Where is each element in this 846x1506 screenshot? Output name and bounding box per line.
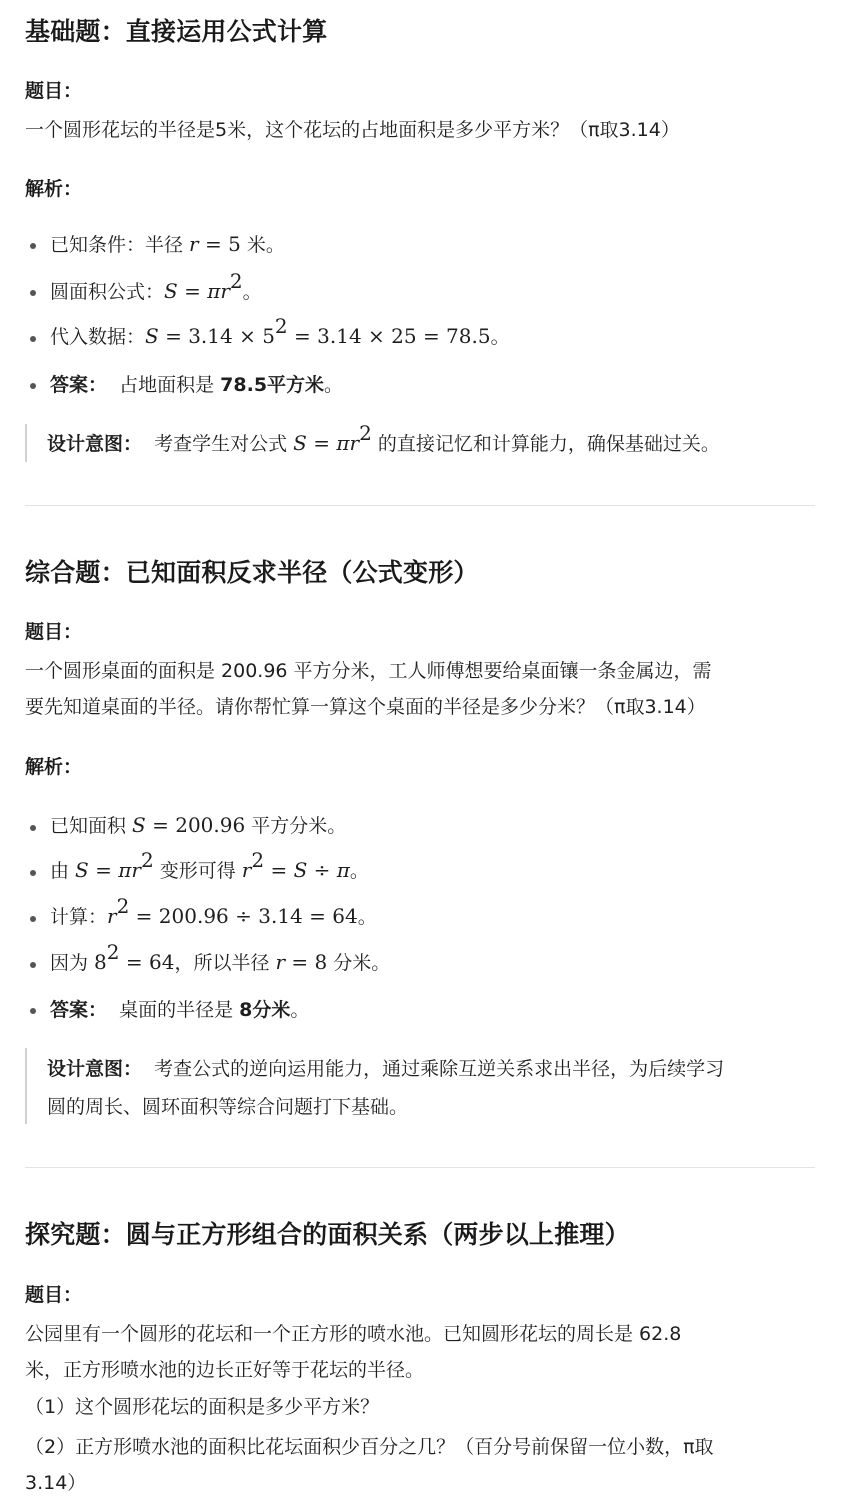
bullet-dot [30,243,36,249]
question-text-line: 要先知道桌面的半径。请你帮忙算一算这个桌面的半径是多少分米？（π取3.14） [25,696,706,718]
answer-item: 答案： 桌面的半径是 8分米。 [50,999,310,1021]
math-expression: r = 5 [189,232,241,256]
answer-item: 答案： 占地面积是 78.5平方米。 [50,374,344,396]
design-intent-line: 圆的周长、圆环面积等综合问题打下基础。 [47,1096,409,1118]
math-expression: $8^2 = 64$ [94,940,175,974]
bullet-dot [30,336,36,342]
list-item: 已知面积 S = 200.96 平方分米。 [50,813,347,837]
math-expression: $S = \pi r^2$ [293,421,372,455]
question-label: 题目： [25,621,83,643]
list-item: 圆面积公式：$S = \pi r^2$。 [50,269,262,303]
design-intent: 设计意图： 考查学生对公式 $S = \pi r^2$ 的直接记忆和计算能力，确保基础过关。 [47,421,720,455]
blockquote-bar [25,1048,27,1124]
question-label: 题目： [25,1284,83,1306]
bullet-dot [30,383,36,389]
divider [25,1167,815,1168]
analysis-label: 解析： [25,178,83,200]
bullet-dot [30,1008,36,1014]
list-item: 计算：$r^2 = 200.96 \div 3.14 = 64$。 [50,894,377,928]
math-expression: $S = \pi r^2$ [164,269,243,303]
list-item: 代入数据：$S = 3.14 \times 5^2 = 3.14 \times 25 = 78.5$。 [50,314,510,348]
divider [25,505,815,506]
section-heading: 基础题：直接运用公式计算 [25,17,328,46]
list-item: 已知条件：半径 r = 5 米。 [50,232,285,256]
question-text-line: 公园里有一个圆形的花坛和一个正方形的喷水池。已知圆形花坛的周长是 62.8 [25,1323,682,1345]
sub-question-continued: 3.14） [25,1472,87,1494]
math-expression: $S = \pi r^2$ [75,848,154,882]
math-expression: r = 8 [275,950,328,974]
section-heading: 综合题：已知面积反求半径（公式变形） [25,558,479,587]
math-expression: S = 200.96 [132,813,246,837]
bullet-dot [30,870,36,876]
list-item: 因为 $8^2 = 64$，所以半径 r = 8 分米。 [50,940,391,974]
bullet-dot [30,962,36,968]
bullet-dot [30,825,36,831]
question-text-line: 米，正方形喷水池的边长正好等于花坛的半径。 [25,1359,425,1381]
bullet-dot [30,290,36,296]
list-item: 由 $S = \pi r^2$ 变形可得 $r^2 = S \div \pi$。 [50,848,369,882]
question-text-line: 一个圆形桌面的面积是 200.96 平方分米，工人师傅想要给桌面镶一条金属边，需 [25,660,712,682]
question-text: 一个圆形花坛的半径是5米，这个花坛的占地面积是多少平方米？（π取3.14） [25,119,680,141]
blockquote-bar [25,424,27,462]
math-expression: $r^2 = 200.96 \div 3.14 = 64$ [107,894,358,928]
bullet-dot [30,916,36,922]
question-label: 题目： [25,80,83,102]
math-expression: $r^2 = S \div \pi$ [241,848,350,882]
math-expression: $S = 3.14 \times 5^2 = 3.14 \times 25 = 78.5$ [145,314,491,348]
sub-question: （2）正方形喷水池的面积比花坛面积少百分之几？（百分号前保留一位小数，π取 [25,1436,714,1458]
analysis-label: 解析： [25,756,83,778]
sub-question: （1）这个圆形花坛的面积是多少平方米？ [25,1396,380,1418]
section-heading: 探究题：圆与正方形组合的面积关系（两步以上推理） [25,1220,630,1249]
design-intent-line: 设计意图： 考查公式的逆向运用能力，通过乘除互逆关系求出半径，为后续学习 [47,1058,725,1080]
